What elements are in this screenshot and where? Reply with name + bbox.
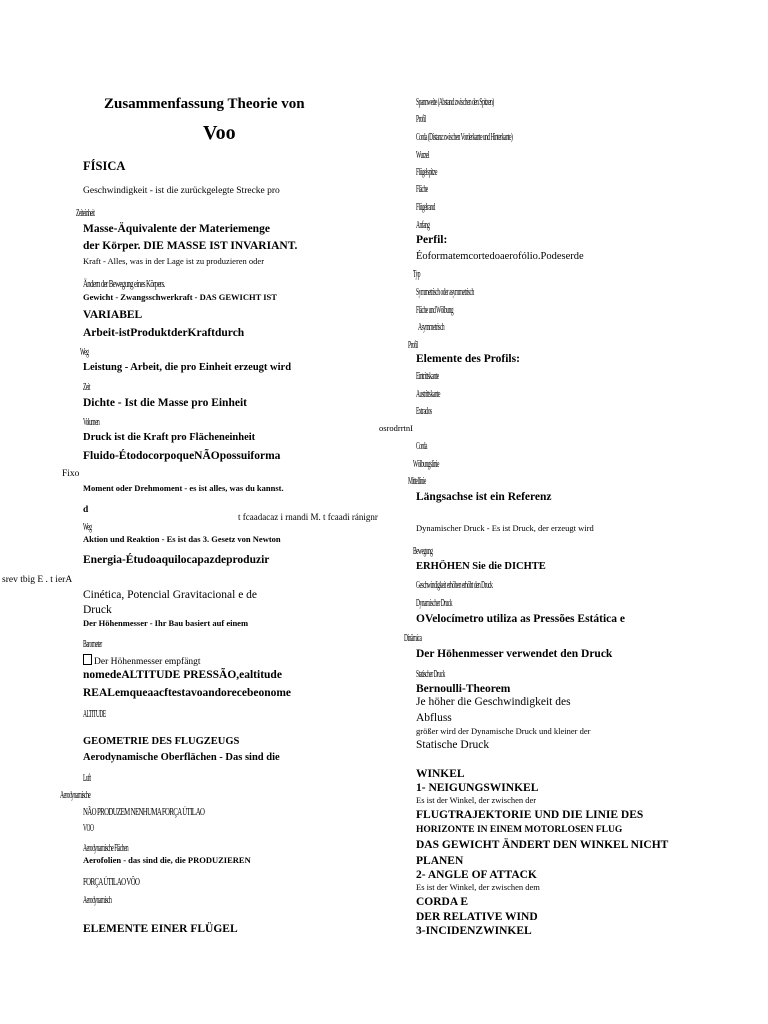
garbled-text: Corda [416, 441, 427, 452]
text-line: Fluido-ÉtodocorpoqueNÃOpossuiforma [83, 450, 281, 462]
garbled-text: Spannweite (Abstand zwischen den Spitzen) [416, 97, 494, 108]
text-line: Perfil: [416, 234, 448, 246]
garbled-text: NÃO PRODUZEM NENHUMA FORÇA ÚTIL AO [83, 806, 205, 818]
text-line: Dynamischer Druck - Es ist Druck, der erzeugt wird [416, 523, 594, 533]
document-title: Zusammenfassung Theorie von [104, 96, 305, 112]
garbled-text: Geschwindigkeit erhöhen erhöht den Druck [416, 580, 493, 591]
garbled-text: Wurzel [416, 150, 429, 161]
section-heading: Bernoulli-Theorem [416, 683, 511, 695]
section-heading: GEOMETRIE DES FLUGZEUGS [83, 736, 240, 747]
text-line: Moment oder Drehmoment - es ist alles, was du kannst. [83, 483, 284, 493]
text-line: Leistung - Arbeit, die pro Einheit erzeugt wird [83, 362, 292, 373]
text-line: DAS GEWICHT ÄNDERT DEN WINKEL NICHT [416, 839, 669, 851]
garbled-text: Statischer Druck [416, 669, 445, 680]
garbled-text: Flügelspitze [416, 167, 437, 178]
text-line: Längsachse ist ein Referenz [416, 491, 552, 503]
garbled-text: Anfang [416, 220, 430, 231]
text-line: Abfluss [416, 712, 452, 724]
garbled-text: Profil [408, 340, 418, 351]
garbled-text: Aerodynamisch [83, 895, 112, 906]
text-line: Masse-Äquivalente der Materiemenge [83, 223, 270, 235]
text-line: Geschwindigkeit - ist die zurückgelegte Strecke pro [83, 186, 280, 196]
garbled-text: Extrados [416, 406, 432, 417]
text-line: Druck [83, 604, 112, 616]
garbled-text: Corda (Distanz zwischen Vorderkante und Hinterkante) [416, 132, 513, 143]
text-line: Je höher die Geschwindigkeit des [416, 696, 571, 708]
section-heading: WINKEL [416, 768, 465, 780]
text-line: Es ist der Winkel, der zwischen dem [416, 882, 540, 892]
text-line: Gewicht - Zwangsschwerkraft - DAS GEWICHT IST [83, 292, 277, 302]
text-line: DER RELATIVE WIND [416, 911, 538, 923]
garbled-text: Weg [83, 522, 92, 533]
text-line: VARIABEL [83, 309, 143, 321]
garbled-text: Luft [83, 773, 91, 784]
garbled-text: Barometer [83, 639, 102, 650]
text-line: größer wird der Dynamische Druck und kleiner der [416, 726, 591, 736]
garbled-text: Bewegung [413, 546, 433, 557]
text-line: Aerofolien - das sind die, die PRODUZIEREN [83, 855, 251, 865]
garbled-text: Profil [416, 114, 426, 125]
text-line: ERHÖHEN Sie die DICHTE [416, 561, 546, 572]
text-line: Der Höhenmesser - Ihr Bau basiert auf einem [83, 618, 249, 628]
garbled-text: Fläche und Wölbung [416, 305, 454, 316]
garbled-text: Symmetrisch oder asymmetrisch [416, 287, 474, 298]
garbled-text: osrodrrtnI [379, 423, 413, 433]
text-line: Es ist der Winkel, der zwischen der [416, 795, 537, 805]
garbled-text: Volumen [83, 417, 100, 428]
garbled-text: Wölbungslinie [413, 459, 439, 470]
garbled-text: ALTITUDE [83, 709, 106, 720]
text-line: Der Höhenmesser empfängt [83, 654, 201, 668]
text-line: CORDA E [416, 896, 469, 908]
document-subtitle: Voo [203, 122, 236, 144]
garbled-text: Fixo [62, 469, 80, 479]
garbled-text: Zeiteinheit [76, 208, 95, 219]
garbled-text: Zeit [83, 382, 90, 393]
text-line: Der Höhenmesser verwendet den Druck [416, 648, 613, 660]
garbled-text: Aerodynamische Flächen [83, 843, 129, 854]
text-line: PLANEN [416, 855, 464, 867]
text-line: der Körper. DIE MASSE IST INVARIANT. [83, 240, 298, 252]
text-line: Energia-Étudoaquilocapazdeproduzir [83, 554, 270, 566]
text-line: nomedeALTITUDE PRESSÃO,ealtitude [83, 669, 282, 681]
garbled-text: Flügelrand [416, 202, 435, 213]
text-line: Éoformatemcortedoaerofólio.Podeserde [416, 251, 584, 262]
garbled-text: Dinâmica [404, 633, 422, 644]
garbled-text: Aerodynamische [60, 790, 91, 801]
text-line: Kraft - Alles, was in der Lage ist zu produzieren oder [83, 256, 265, 266]
text-line: Arbeit-istProduktderKraftdurch [83, 327, 245, 339]
text-line: Dichte - Ist die Masse pro Einheit [83, 397, 247, 409]
garbled-text: Mittellinie [408, 476, 426, 487]
section-heading: 3-INCIDENZWINKEL [416, 925, 532, 937]
garbled-text: Fläche [416, 184, 428, 195]
text-line: Aerodynamische Oberflächen - Das sind die [83, 752, 280, 763]
garbled-text: VOO [83, 823, 94, 834]
garbled-text: t fcaadacaz i rnandi M. t fcaadi ránignr [238, 512, 378, 522]
garbled-text: Austrittskante [416, 389, 440, 400]
section-heading: FÍSICA [83, 159, 126, 173]
text-line: FLUGTRAJEKTORIE UND DIE LINIE DES [416, 809, 644, 821]
text-line: REALemqueaacftestavoandorecebeonome [83, 687, 292, 699]
text-line: Statische Druck [416, 739, 490, 751]
text-line: Aktion und Reaktion - Es ist das 3. Gesetz von Newton [83, 534, 281, 544]
section-heading: Elemente des Profils: [416, 353, 520, 365]
garbled-text: Typ [413, 269, 420, 280]
text-line: d [83, 505, 89, 515]
box-icon [83, 654, 92, 665]
text-line: Druck ist die Kraft pro Flächeneinheit [83, 432, 256, 443]
garbled-text: Dynamischer Druck [416, 598, 453, 609]
garbled-text: Weg [80, 347, 89, 358]
section-heading: 2- ANGLE OF ATTACK [416, 869, 537, 881]
garbled-text: Asymmetrisch [418, 322, 445, 333]
text-line: OVelocímetro utiliza as Pressões Estática e [416, 613, 625, 625]
text-line: HORIZONTE IN EINEM MOTORLOSEN FLUG [416, 825, 623, 835]
garbled-text: FORÇA ÚTIL AO VÔO [83, 876, 140, 888]
section-heading: ELEMENTE EINER FLÜGEL [83, 923, 238, 935]
section-heading: 1- NEIGUNGSWINKEL [416, 782, 539, 794]
garbled-text: Eintrittskante [416, 371, 439, 382]
garbled-text: srev tbig E . t ierA [2, 575, 73, 585]
garbled-text: Ändern der Bewegung eines Körpers. [83, 278, 165, 290]
text-line: Cinética, Potencial Gravitacional e de [83, 589, 258, 601]
